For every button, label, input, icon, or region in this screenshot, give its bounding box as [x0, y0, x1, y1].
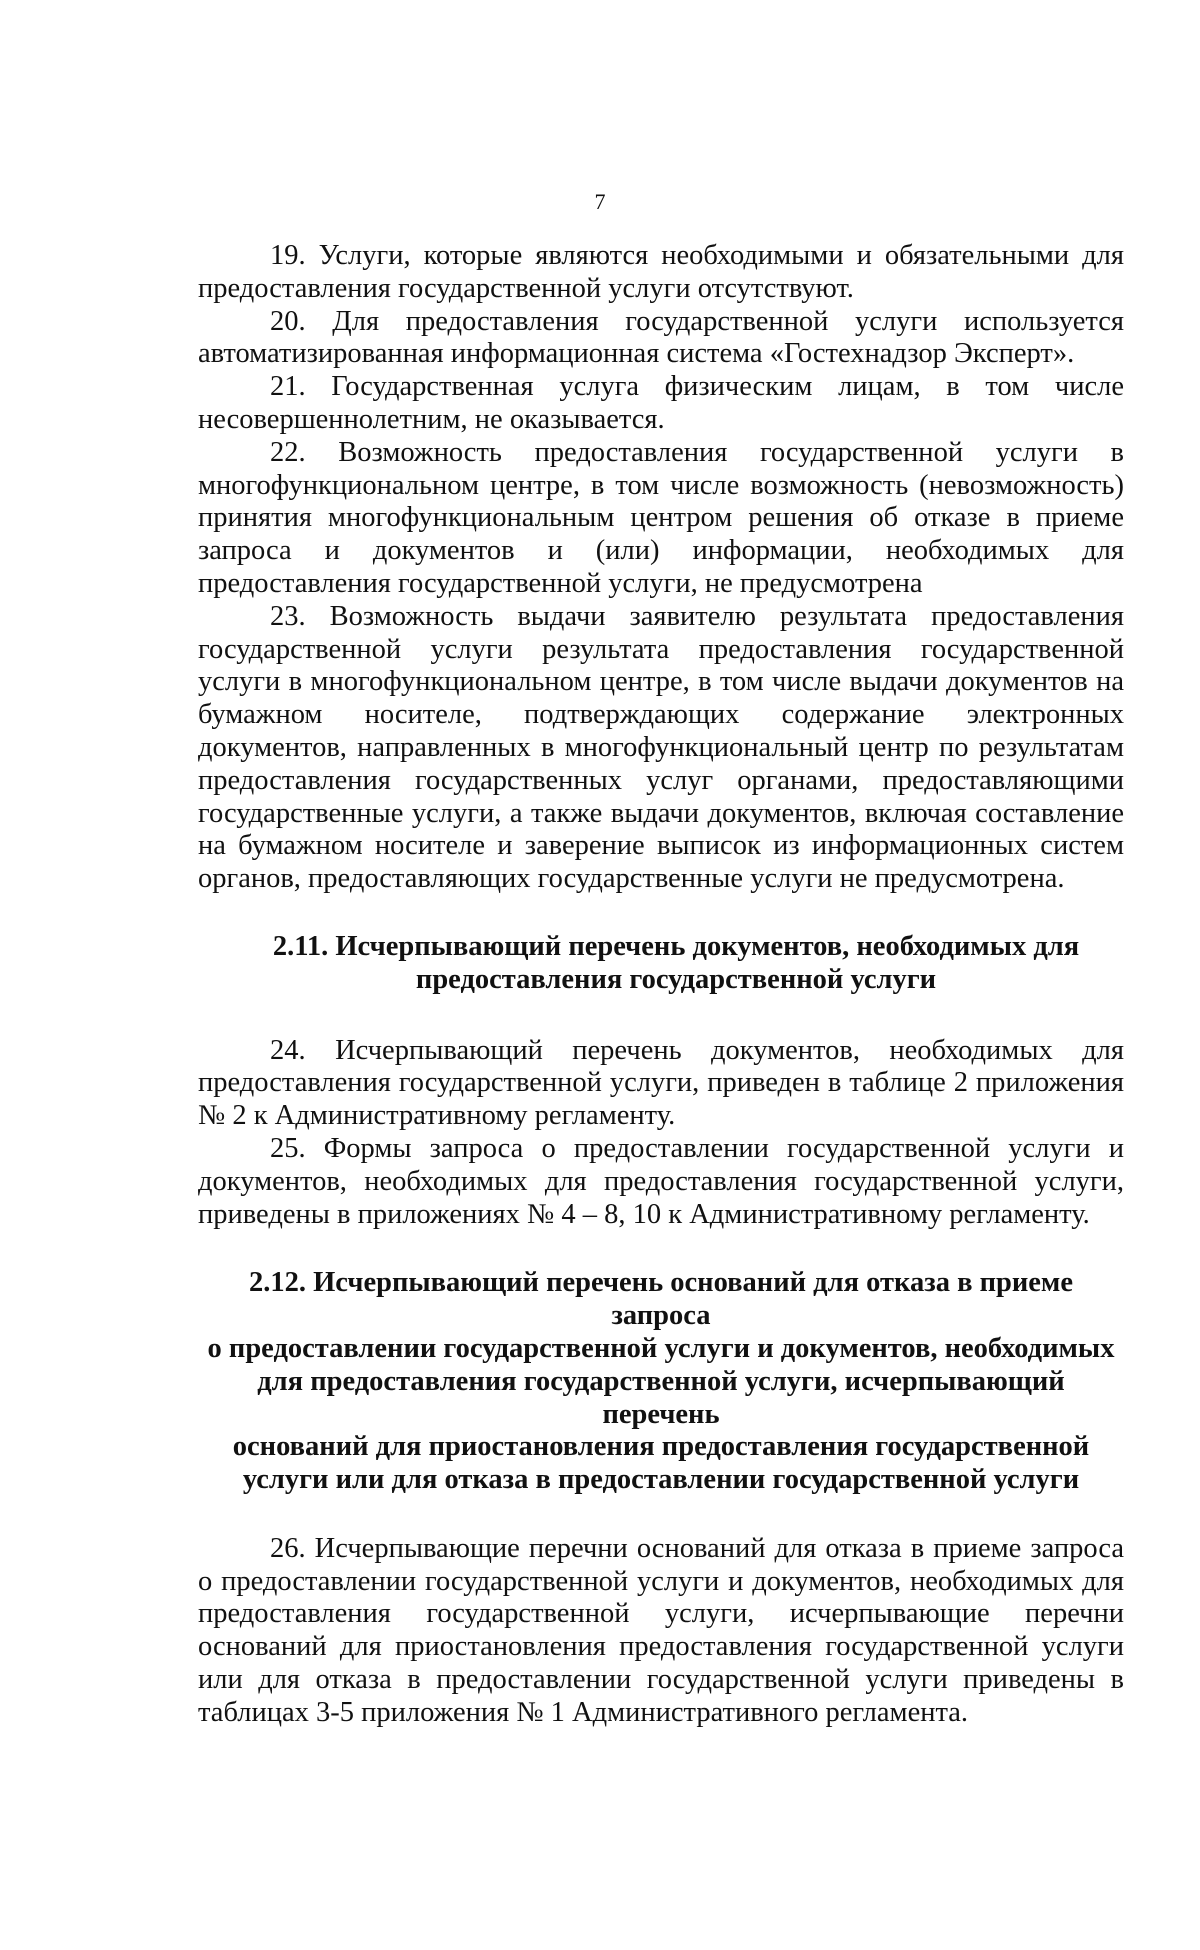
heading-line: услуги или для отказа в предоставлении государственной услуги	[242, 1464, 1080, 1496]
paragraph-20: 20. Для предоставления государственной услуги используется автоматизированная информационная система «Гостехнадзор Эксперт».	[198, 305, 1124, 370]
paragraph-23: 23. Возможность выдачи заявителю результата предоставления государственной услуги результата предоставления государственной услуги в многофункциональном центре, в том числе выдачи документов на бумажном носителе, подтверждающих содержание электронных документов, направленных в многофункциональный центр по результатам предоставления государственных услуг органами, предоставляющими государственные услуги, а также выдачи документов, включая составление на бумажном носителе и заверение выписок из информационных систем органов, предоставляющих государственные услуги не предусмотрена.	[198, 600, 1124, 895]
page-number: 7	[594, 189, 606, 214]
paragraph-25: 25. Формы запроса о предоставлении государственной услуги и документов, необходимых для предоставления государственной услуги, приведены в приложениях № 4 – 8, 10 к Административному регламенту.	[198, 1132, 1124, 1230]
section-heading-2-12	[198, 1267, 1124, 1497]
paragraph-19: 19. Услуги, которые являются необходимыми и обязательными для предоставления государственной услуги отсутствуют.	[198, 240, 1124, 304]
paragraph-21: 21. Государственная услуга физическим лицам, в том числе несовершеннолетним, не оказывается.	[198, 371, 1124, 435]
paragraph-24: 24. Исчерпывающий перечень документов, необходимых для предоставления государственной услуги, приведен в таблице 2 приложения № 2 к Административному регламенту.	[198, 1034, 1124, 1132]
page-content	[198, 240, 1124, 1730]
heading-line: для предоставления государственной услуги, исчерпывающий перечень	[257, 1365, 1065, 1430]
heading-line: оснований для приостановления предоставления государственной	[232, 1431, 1090, 1463]
paragraph-26: 26. Исчерпывающие перечни оснований для отказа в приеме запроса о предоставлении государственной услуги и документов, необходимых для предоставления государственной услуги, исчерпывающие перечни оснований для приостановления предоставления государственной услуги или для отказа в предоставлении государственной услуги приведены в таблицах 3-5 приложения № 1 Административного регламента.	[198, 1532, 1124, 1728]
section-heading-2-11: 2.11. Исчерпывающий перечень документов, необходимых для предоставления государственной услуги	[272, 930, 1080, 995]
heading-line: о предоставлении государственной услуги и документов, необходимых	[207, 1332, 1115, 1364]
paragraph-22: 22. Возможность предоставления государственной услуги в многофункциональном центре, в том числе возможность (невозможность) принятия многофункциональным центром решения об отказе в приеме запроса и документов и (или) информации, необходимых для предоставления государственной услуги, не предусмотрена	[198, 436, 1124, 599]
heading-line: 2.12. Исчерпывающий перечень оснований для отказа в приеме запроса	[249, 1267, 1073, 1332]
